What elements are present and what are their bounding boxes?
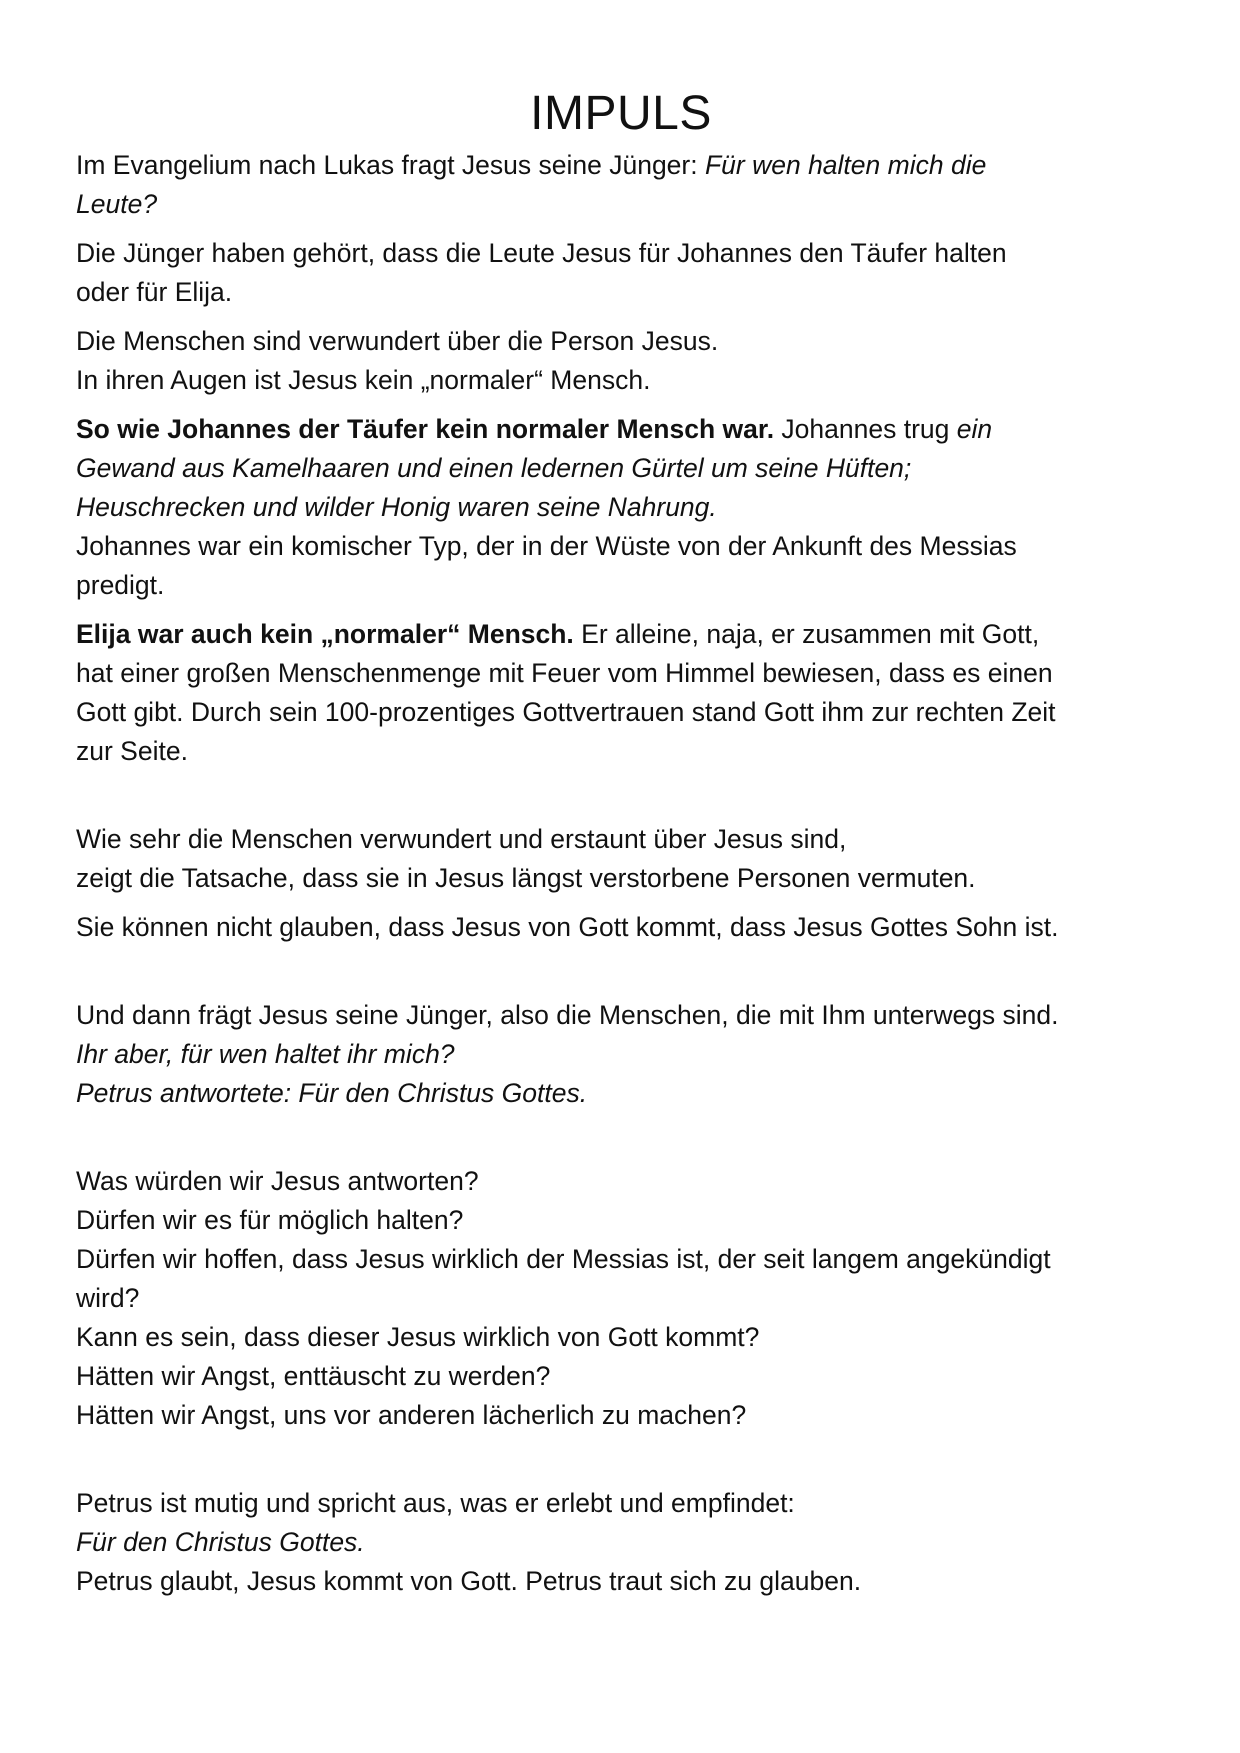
paragraph-8-line-1: Und dann frägt Jesus seine Jünger, also die Menschen, die mit Ihm unterwegs sind. [76,1000,1059,1030]
paragraph-5-text: Er alleine, naja, er zusammen mit Gott, [573,619,1040,649]
paragraph-1-text: Im Evangelium nach Lukas fragt Jesus seine Jünger: [76,150,705,180]
paragraph-5-line-3: Gott gibt. Durch sein 100-prozentiges Gottvertrauen stand Gott ihm zur rechten Zeit [76,697,1056,727]
paragraph-10-line-3: Petrus glaubt, Jesus kommt von Gott. Petrus traut sich zu glauben. [76,1566,862,1596]
paragraph-9-line-3: Dürfen wir hoffen, dass Jesus wirklich der Messias ist, der seit langem angekündigt [76,1244,1051,1274]
paragraph-5-line-1 [76,615,1176,654]
paragraph-4-quote-middle: Gewand aus Kamelhaaren und einen ledernen Gürtel um seine Hüften; [76,453,912,483]
paragraph-8-quote-answer: Petrus antwortete: Für den Christus Gottes. [76,1078,588,1108]
paragraph-8-line-2 [76,1035,1176,1074]
document-page [76,0,1176,1601]
paragraph-7 [76,908,1176,947]
paragraph-9-line-1: Was würden wir Jesus antworten? [76,1166,479,1196]
paragraph-5 [76,615,1176,771]
paragraph-9-line-5: Kann es sein, dass dieser Jesus wirklich von Gott kommt? [76,1322,760,1352]
paragraph-2-line-2: oder für Elija. [76,277,233,307]
paragraph-5-line-4: zur Seite. [76,736,188,766]
paragraph-7-line-1: Sie können nicht glauben, dass Jesus von Gott kommt, dass Jesus Gottes Sohn ist. [76,912,1059,942]
page-title: IMPULS [530,87,712,140]
paragraph-1-line-1 [76,146,1176,185]
paragraph-4-text: Johannes trug [774,414,957,444]
paragraph-4-line-4: Johannes war ein komischer Typ, der in der Wüste von der Ankunft des Messias [76,531,1017,561]
paragraph-8 [76,996,1176,1113]
paragraph-4-heading: So wie Johannes der Täufer kein normaler Mensch war. [76,414,775,444]
paragraph-4-quote-end: Heuschrecken und wilder Honig waren seine Nahrung. [76,492,717,522]
paragraph-4 [76,410,1176,605]
paragraph-10-line-2 [76,1523,1176,1562]
paragraph-9-line-7: Hätten wir Angst, uns vor anderen lächerlich zu machen? [76,1400,747,1430]
paragraph-9-line-2: Dürfen wir es für möglich halten? [76,1205,464,1235]
paragraph-6-line-2: zeigt die Tatsache, dass sie in Jesus längst verstorbene Personen vermuten. [76,863,976,893]
paragraph-4-line-5: predigt. [76,570,165,600]
paragraph-4-line-1 [76,410,1176,449]
paragraph-9 [76,1162,1176,1435]
paragraph-4-quote-start: ein [956,414,993,444]
paragraph-10-line-1: Petrus ist mutig und spricht aus, was er erlebt und empfindet: [76,1488,795,1518]
paragraph-4-line-2 [76,449,1176,488]
paragraph-9-line-4: wird? [76,1283,140,1313]
paragraph-5-line-2: hat einer großen Menschenmenge mit Feuer vom Himmel bewiesen, dass es einen [76,658,1053,688]
paragraph-8-line-3 [76,1074,1176,1113]
paragraph-2 [76,234,1176,312]
paragraph-1-quote-end: Leute? [76,189,158,219]
paragraph-3 [76,322,1176,400]
paragraph-1 [76,146,1176,224]
paragraph-1-line-2 [76,185,1176,224]
paragraph-3-line-1: Die Menschen sind verwundert über die Person Jesus. [76,326,719,356]
paragraph-10-quote: Für den Christus Gottes. [76,1527,365,1557]
paragraph-2-line-1: Die Jünger haben gehört, dass die Leute Jesus für Johannes den Täufer halten [76,238,1007,268]
paragraph-10 [76,1484,1176,1601]
paragraph-5-heading: Elija war auch kein „normaler“ Mensch. [76,619,574,649]
paragraph-8-quote-question: Ihr aber, für wen haltet ihr mich? [76,1039,455,1069]
paragraph-9-line-6: Hätten wir Angst, enttäuscht zu werden? [76,1361,551,1391]
paragraph-3-line-2: In ihren Augen ist Jesus kein „normaler“ Mensch. [76,365,651,395]
paragraph-4-line-3 [76,488,1176,527]
paragraph-6 [76,820,1176,898]
paragraph-1-quote: Für wen halten mich die [704,150,987,180]
paragraph-6-line-1: Wie sehr die Menschen verwundert und erstaunt über Jesus sind, [76,824,847,854]
